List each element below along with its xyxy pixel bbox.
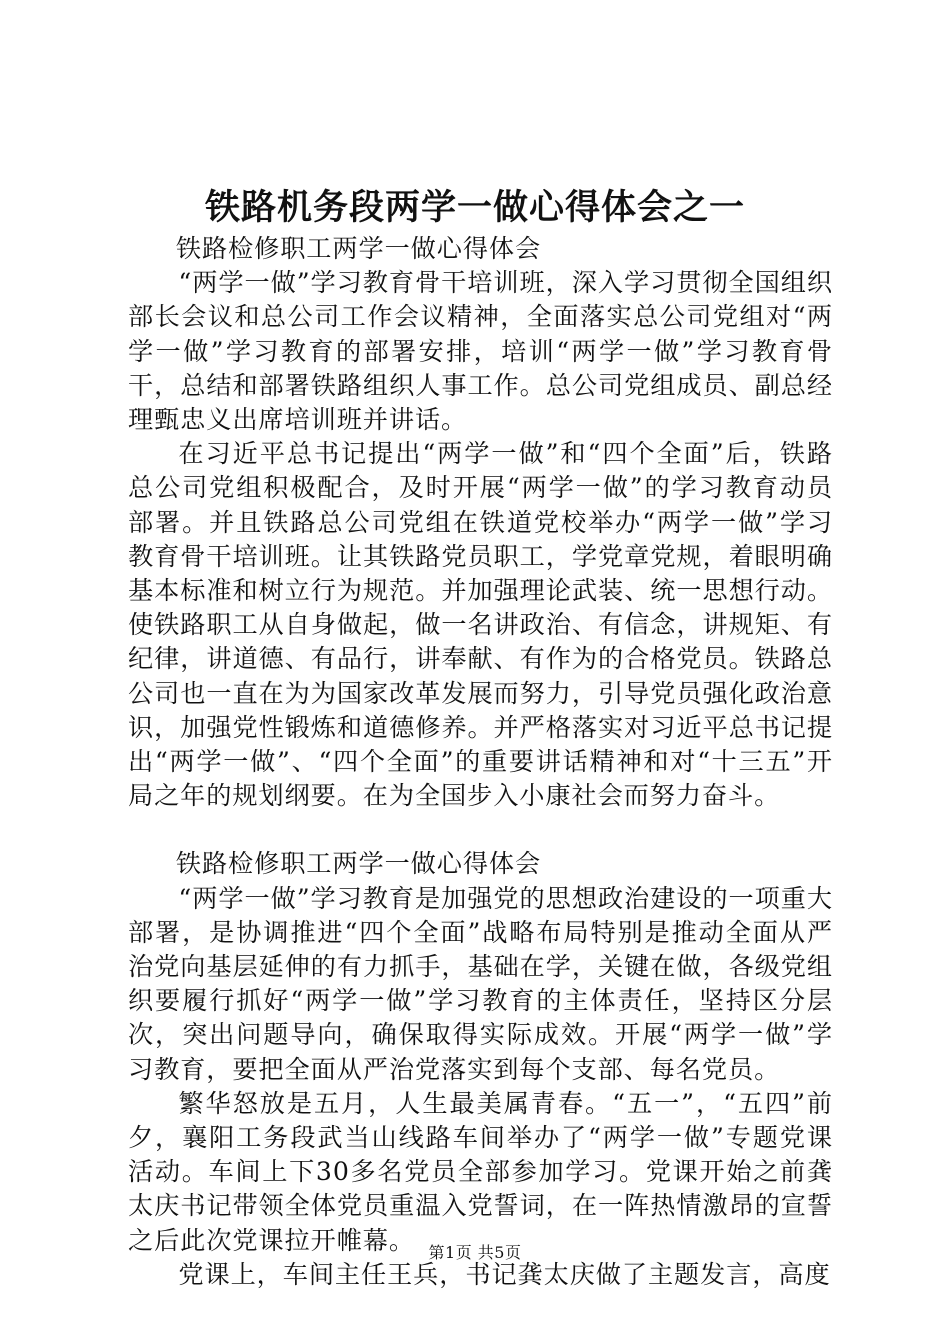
paragraph: “两学一做”学习教育是加强党的思想政治建设的一项重大部署，是协调推进“四个全面”战略布局特别是推动全面从严治党向基层延伸的有力抓手，基础在学，关键在做，各级党组织要履行抓好“两学一做”学习教育的主体责任，坚持区分层次，突出问题导向，确保取得实际成效。开展“两学一做”学习教育，要把全面从严治党落实到每个支部、每名党员。 xyxy=(128,883,833,1084)
paragraph: 在习近平总书记提出“两学一做”和“四个全面”后，铁路总公司党组积极配合，及时开展“两学一做”的学习教育动员部署。并且铁路总公司党组在铁道党校举办“两学一做”学习教育骨干培训班。让其铁路党员职工，学党章党规，着眼明确基本标准和树立行为规范。并加强理论武装、统一思想行动。使铁路职工从自身做起，做一名讲政治、有信念，讲规矩、有纪律，讲道德、有品行，讲奉献、有作为的合格党员。铁路总公司也一直在为为国家改革发展而努力，引导党员强化政治意识，加强党性锻炼和道德修养。并严格落实对习近平总书记提出“两学一做”、“四个全面”的重要讲话精神和对“十三五”开局之年的规划纲要。在为全国步入小康社会而努力奋斗。 xyxy=(128,439,833,811)
document-body xyxy=(128,232,833,1292)
paragraph-spacer xyxy=(128,813,833,847)
paragraph: “两学一做”学习教育骨干培训班，深入学习贯彻全国组织部长会议和总公司工作会议精神，全面落实总公司党组对“两学一做”学习教育的部署安排，培训“两学一做”学习教育骨干，总结和部署铁路组织人事工作。总公司党组成员、副总经理甄忠义出席培训班并讲话。 xyxy=(128,268,833,435)
paragraph: 党课上，车间主任王兵，书记龚太庆做了主题发言，高度 xyxy=(178,1259,831,1289)
section-heading: 铁路检修职工两学一做心得体会 xyxy=(175,849,542,879)
section-heading: 铁路检修职工两学一做心得体会 xyxy=(175,234,542,263)
document-title: 铁路机务段两学一做心得体会之一 xyxy=(204,188,745,228)
paragraph: 繁华怒放是五月，人生最美属青春。“五一”，“五四”前夕，襄阳工务段武当山线路车间举办了“两学一做”专题党课活动。车间上下30多名党员全部参加学习。党课开始之前龚太庆书记带领全体党员重温入党誓词，在一阵热情激昂的宣誓之后此次党课拉开帷幕。 xyxy=(128,1088,833,1255)
page-footer: 第1页 共5页 xyxy=(428,1243,522,1262)
